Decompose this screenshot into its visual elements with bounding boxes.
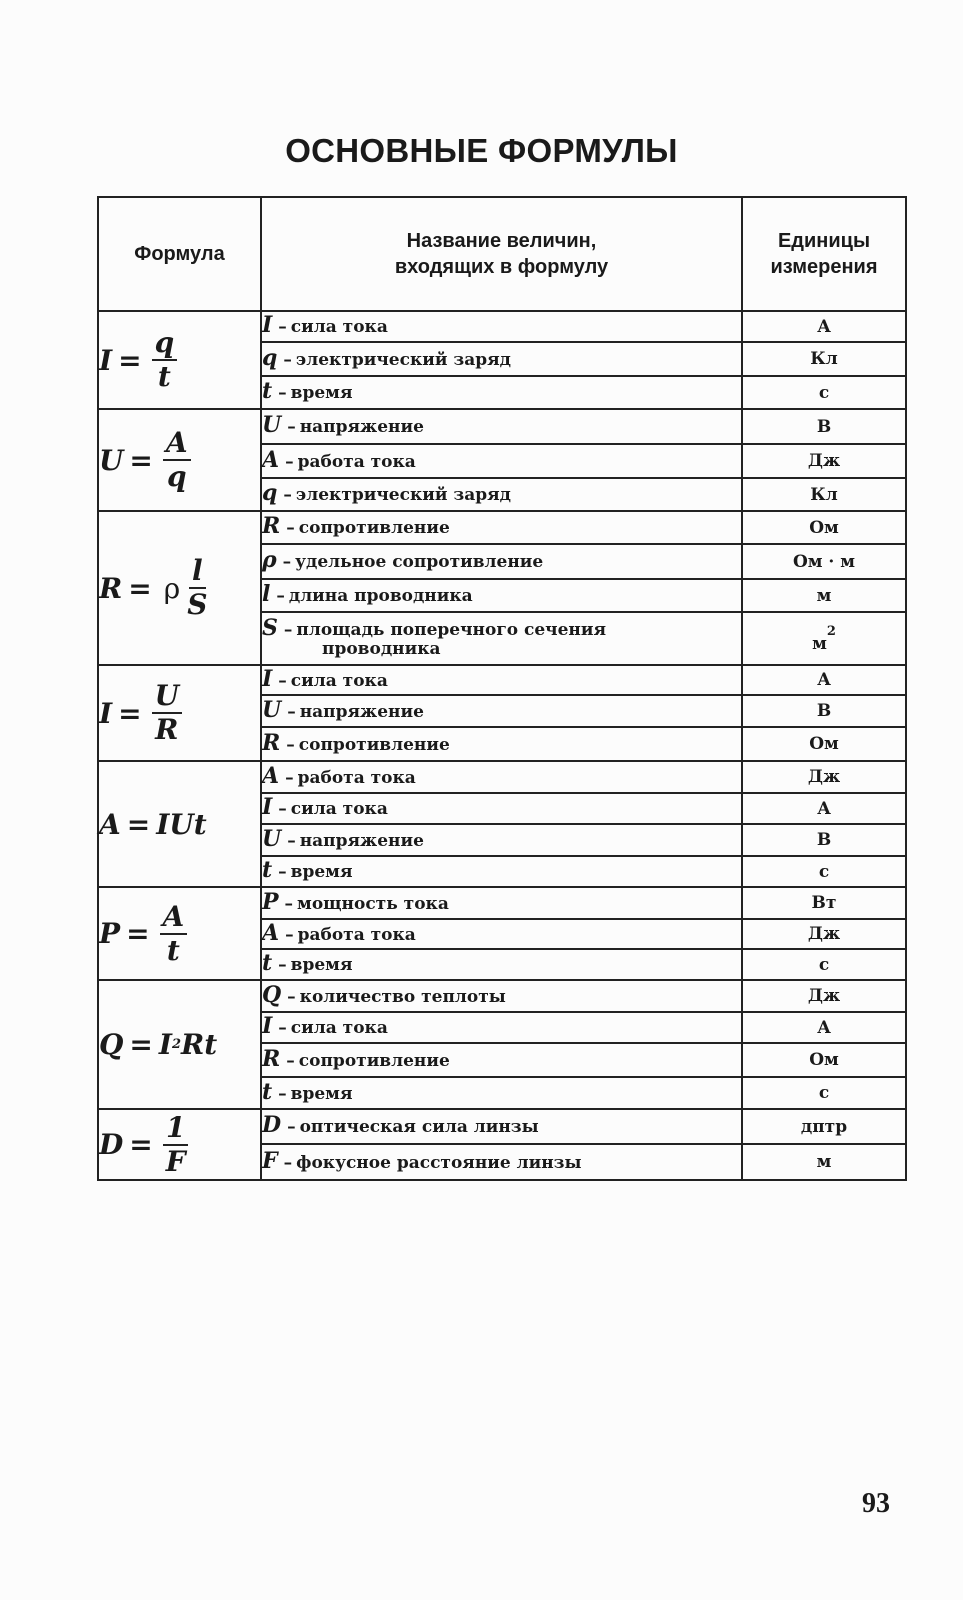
- quantity-symbol: I: [262, 1013, 273, 1039]
- quantity-dash: –: [278, 383, 287, 403]
- quantity-name-cell: [261, 1077, 742, 1109]
- unit-value: м: [816, 585, 832, 606]
- formula-rhs-2: Rt: [181, 1028, 218, 1061]
- unit-cell: [742, 579, 906, 612]
- quantity-symbol: A: [262, 919, 280, 946]
- quantity-name-cell: [261, 1144, 742, 1180]
- unit-superscript: 2: [826, 623, 836, 639]
- unit-value: В: [816, 830, 832, 850]
- unit-cell: [742, 949, 906, 980]
- unit-cell: [742, 887, 906, 919]
- unit-value: Дж: [807, 451, 841, 471]
- page-number: 93: [862, 1488, 890, 1519]
- unit-value: Кл: [810, 484, 838, 505]
- quantity-symbol: F: [262, 1147, 278, 1174]
- formula: [99, 327, 177, 393]
- formula-fraction: [163, 1112, 189, 1178]
- formula-cell: [98, 980, 261, 1109]
- quantity-name: площадь поперечного сечения: [296, 619, 607, 640]
- quantity-dash: –: [287, 701, 296, 722]
- unit-cell: [742, 695, 906, 727]
- quantity-name-cell: [261, 544, 742, 579]
- quantity-name: сила тока: [290, 317, 388, 337]
- quantity-name-cell: [261, 887, 742, 919]
- quantity-name: сила тока: [290, 1018, 388, 1038]
- quantity-symbol: P: [262, 888, 279, 915]
- quantity-name-cell: [261, 695, 742, 727]
- table-row: [98, 1109, 906, 1144]
- quantity-symbol: I: [262, 665, 273, 692]
- table-row: [98, 409, 906, 444]
- quantity-name: количество теплоты: [299, 986, 506, 1007]
- quantity-name-cell: [261, 1109, 742, 1144]
- formula-eq: =: [129, 1028, 153, 1061]
- quantity-symbol: R: [262, 729, 281, 756]
- formula-lhs: P: [99, 917, 121, 950]
- formula-fraction: [184, 555, 210, 621]
- unit-cell: [742, 727, 906, 761]
- formula-lhs: Q: [99, 1028, 124, 1061]
- quantity-symbol: R: [262, 1045, 281, 1072]
- unit-value: А: [817, 670, 831, 690]
- formula: [99, 901, 187, 967]
- formula-denominator: t: [157, 360, 171, 393]
- formula-numerator: 1: [163, 1112, 188, 1146]
- unit-value: с: [818, 954, 830, 975]
- quantity-name: фокусное расстояние линзы: [296, 1152, 582, 1173]
- quantity-name: длина проводника: [288, 586, 473, 606]
- quantity-symbol: S: [262, 614, 278, 641]
- quantity-name-cell: [261, 665, 742, 695]
- formula-cell: [98, 1109, 261, 1180]
- quantity-symbol: t: [262, 378, 273, 404]
- quantity-dash: –: [278, 862, 287, 882]
- quantity-symbol: t: [262, 950, 273, 976]
- quantity-name: напряжение: [299, 830, 424, 851]
- quantity-name-cell: [261, 793, 742, 824]
- table-body: [98, 311, 906, 1180]
- unit-value: Ом · м: [792, 551, 856, 572]
- quantity-dash: –: [278, 1018, 287, 1038]
- quantity-name-cell: [261, 511, 742, 544]
- unit-value: с: [818, 382, 830, 403]
- quantity-dash: –: [276, 586, 285, 606]
- formula-rhs: IUt: [156, 807, 207, 841]
- unit-cell: [742, 793, 906, 824]
- header-formula: Формула: [98, 197, 261, 311]
- quantity-symbol: D: [262, 1112, 282, 1138]
- quantity-name: напряжение: [299, 701, 424, 722]
- quantity-dash: –: [283, 349, 292, 370]
- formula: [99, 680, 182, 746]
- quantity-name: мощность тока: [297, 893, 449, 914]
- unit-value: Кл: [810, 349, 838, 369]
- quantity-dash: –: [284, 893, 294, 914]
- formula-numerator: U: [152, 680, 182, 714]
- unit-value: с: [818, 1083, 830, 1103]
- quantity-name-continued: проводника: [322, 638, 441, 659]
- formula-fraction: [152, 680, 182, 746]
- quantity-name: сопротивление: [298, 734, 450, 755]
- quantity-name-cell: [261, 1012, 742, 1043]
- header-unit: Единицы измерения: [742, 197, 906, 311]
- quantity-symbol: I: [262, 312, 273, 338]
- table-row: [98, 887, 906, 919]
- unit-value: В: [816, 416, 832, 437]
- quantity-name: напряжение: [299, 417, 424, 437]
- quantity-name-cell: [261, 311, 742, 342]
- unit-cell: [742, 478, 906, 511]
- quantity-dash: –: [286, 734, 295, 755]
- unit-cell: [742, 1144, 906, 1180]
- quantity-name: время: [290, 862, 353, 882]
- quantity-dash: –: [287, 417, 296, 437]
- quantity-name: работа тока: [297, 767, 416, 788]
- formula-lhs: R: [99, 571, 123, 605]
- unit-value: м: [812, 633, 827, 654]
- header-name: Название величин, входящих в формулу: [261, 197, 742, 311]
- quantity-name-cell: [261, 1043, 742, 1077]
- formula-cell: [98, 761, 261, 887]
- formula-cell: [98, 311, 261, 409]
- quantity-name-cell: [261, 579, 742, 612]
- formula-eq: =: [129, 443, 153, 477]
- unit-value: дптр: [800, 1116, 848, 1137]
- formula-eq: =: [129, 1128, 153, 1161]
- quantity-dash: –: [278, 799, 287, 819]
- quantity-name: оптическая сила линзы: [299, 1117, 539, 1137]
- quantity-symbol: U: [262, 696, 282, 723]
- quantity-symbol: ρ: [262, 547, 277, 573]
- quantity-dash: –: [282, 552, 292, 572]
- quantity-symbol: t: [262, 857, 273, 883]
- unit-value: Ом: [809, 734, 839, 754]
- formula-fraction: [160, 901, 188, 967]
- formula-lhs: I: [99, 696, 113, 730]
- formula-denominator: q: [166, 460, 187, 493]
- formula-numerator: q: [152, 327, 178, 361]
- unit-cell: [742, 1109, 906, 1144]
- quantity-symbol: U: [262, 825, 282, 852]
- quantity-name-cell: [261, 409, 742, 444]
- quantity-symbol: I: [262, 794, 273, 820]
- unit-cell: [742, 311, 906, 342]
- quantity-name: сила тока: [290, 670, 388, 691]
- unit-value: В: [816, 701, 832, 721]
- formula-cell: [98, 665, 261, 761]
- quantity-dash: –: [283, 485, 292, 505]
- unit-cell: [742, 342, 906, 376]
- formula-superscript: 2: [171, 1037, 182, 1052]
- formula: [99, 555, 210, 621]
- unit-cell: [742, 919, 906, 949]
- unit-cell: [742, 409, 906, 444]
- table-row: [98, 511, 906, 544]
- quantity-name: работа тока: [297, 924, 416, 945]
- formula-lhs: A: [99, 807, 121, 841]
- unit-cell: [742, 612, 906, 665]
- formula-eq: =: [118, 696, 142, 730]
- quantity-dash: –: [287, 986, 296, 1007]
- quantity-symbol: A: [262, 762, 280, 789]
- unit-value: А: [817, 798, 831, 819]
- quantity-name: удельное сопротивление: [295, 552, 544, 572]
- formula-cell: [98, 409, 261, 511]
- unit-value: м: [816, 1152, 832, 1172]
- formula-eq: =: [128, 571, 152, 605]
- unit-value: А: [817, 1017, 831, 1038]
- formula-cell: [98, 511, 261, 665]
- table-row: [98, 980, 906, 1012]
- quantity-dash: –: [278, 1083, 287, 1104]
- quantity-name: электрический заряд: [295, 485, 512, 505]
- unit-cell: [742, 376, 906, 409]
- unit-value: Дж: [807, 924, 841, 944]
- unit-value: Ом: [809, 1050, 839, 1070]
- quantity-name-cell: [261, 824, 742, 856]
- unit-value: с: [818, 861, 830, 882]
- formula: [99, 427, 191, 493]
- formula-denominator: R: [155, 713, 179, 746]
- formula-eq: =: [126, 807, 151, 841]
- quantity-name-cell: [261, 478, 742, 511]
- quantity-name-cell: [261, 949, 742, 980]
- table-row: [98, 761, 906, 793]
- formula-fraction: [152, 327, 178, 393]
- quantity-symbol: q: [262, 344, 278, 371]
- formula: [99, 808, 207, 841]
- quantity-name-cell: [261, 376, 742, 409]
- quantity-dash: –: [285, 767, 294, 788]
- table-row: [98, 311, 906, 342]
- quantity-dash: –: [278, 670, 287, 691]
- quantity-name-cell: [261, 444, 742, 478]
- formula-denominator: F: [165, 1144, 186, 1178]
- quantity-name: сопротивление: [298, 518, 450, 538]
- quantity-name: сила тока: [290, 799, 388, 819]
- quantity-name-cell: [261, 612, 742, 665]
- unit-value: Вт: [811, 893, 837, 913]
- quantity-dash: –: [278, 955, 287, 975]
- quantity-name-cell: [261, 342, 742, 376]
- quantity-symbol: l: [262, 581, 271, 607]
- unit-cell: [742, 856, 906, 887]
- unit-cell: [742, 761, 906, 793]
- quantity-symbol: t: [262, 1078, 273, 1105]
- formula-eq: =: [126, 917, 150, 950]
- formula-denominator: t: [166, 933, 180, 967]
- quantity-name-cell: [261, 761, 742, 793]
- quantity-name: время: [290, 383, 353, 403]
- formula: [99, 1112, 189, 1178]
- quantity-name: время: [290, 1083, 353, 1104]
- quantity-dash: –: [286, 518, 295, 538]
- unit-cell: [742, 665, 906, 695]
- unit-value: Дж: [807, 986, 841, 1006]
- quantity-dash: –: [283, 619, 293, 640]
- page-title: ОСНОВНЫЕ ФОРМУЛЫ: [285, 132, 678, 169]
- quantity-dash: –: [285, 451, 294, 472]
- table-header-row: [98, 197, 906, 311]
- quantity-symbol: A: [262, 446, 280, 473]
- unit-cell: [742, 980, 906, 1012]
- unit-value: Ом: [809, 517, 839, 538]
- quantity-name: электрический заряд: [295, 349, 512, 370]
- formula-fraction: [163, 427, 191, 493]
- quantity-symbol: Q: [262, 981, 282, 1008]
- formula-numerator: l: [189, 555, 206, 589]
- formula-numerator: A: [160, 901, 188, 935]
- unit-cell: [742, 444, 906, 478]
- formula-denominator: S: [187, 588, 208, 621]
- quantity-name-cell: [261, 727, 742, 761]
- quantity-dash: –: [285, 924, 294, 945]
- quantity-name-cell: [261, 919, 742, 949]
- unit-cell: [742, 544, 906, 579]
- unit-cell: [742, 1077, 906, 1109]
- unit-value: А: [817, 316, 831, 337]
- formula-lhs: D: [99, 1128, 124, 1161]
- table-row: [98, 665, 906, 695]
- formula-table: [97, 196, 907, 1181]
- quantity-dash: –: [283, 1152, 293, 1173]
- formula-rho: ρ: [163, 571, 181, 605]
- unit-cell: [742, 1012, 906, 1043]
- formula-numerator: A: [163, 427, 191, 461]
- unit-value: Дж: [807, 767, 841, 787]
- formula-rhs: I: [158, 1028, 172, 1061]
- unit-cell: [742, 511, 906, 544]
- quantity-dash: –: [287, 830, 296, 851]
- formula-eq: =: [118, 343, 142, 377]
- quantity-name-cell: [261, 980, 742, 1012]
- unit-cell: [742, 1043, 906, 1077]
- quantity-dash: –: [287, 1117, 296, 1137]
- unit-cell: [742, 824, 906, 856]
- quantity-name: время: [290, 955, 353, 975]
- formula: [99, 1028, 217, 1061]
- quantity-dash: –: [278, 317, 287, 337]
- quantity-symbol: U: [262, 412, 282, 438]
- quantity-name-cell: [261, 856, 742, 887]
- formula-lhs: U: [99, 443, 124, 477]
- quantity-symbol: R: [262, 513, 281, 539]
- formula-cell: [98, 887, 261, 980]
- formula-lhs: I: [99, 343, 113, 377]
- quantity-dash: –: [286, 1050, 295, 1071]
- quantity-name: работа тока: [297, 451, 416, 472]
- quantity-name: сопротивление: [298, 1050, 450, 1071]
- quantity-symbol: q: [262, 480, 278, 506]
